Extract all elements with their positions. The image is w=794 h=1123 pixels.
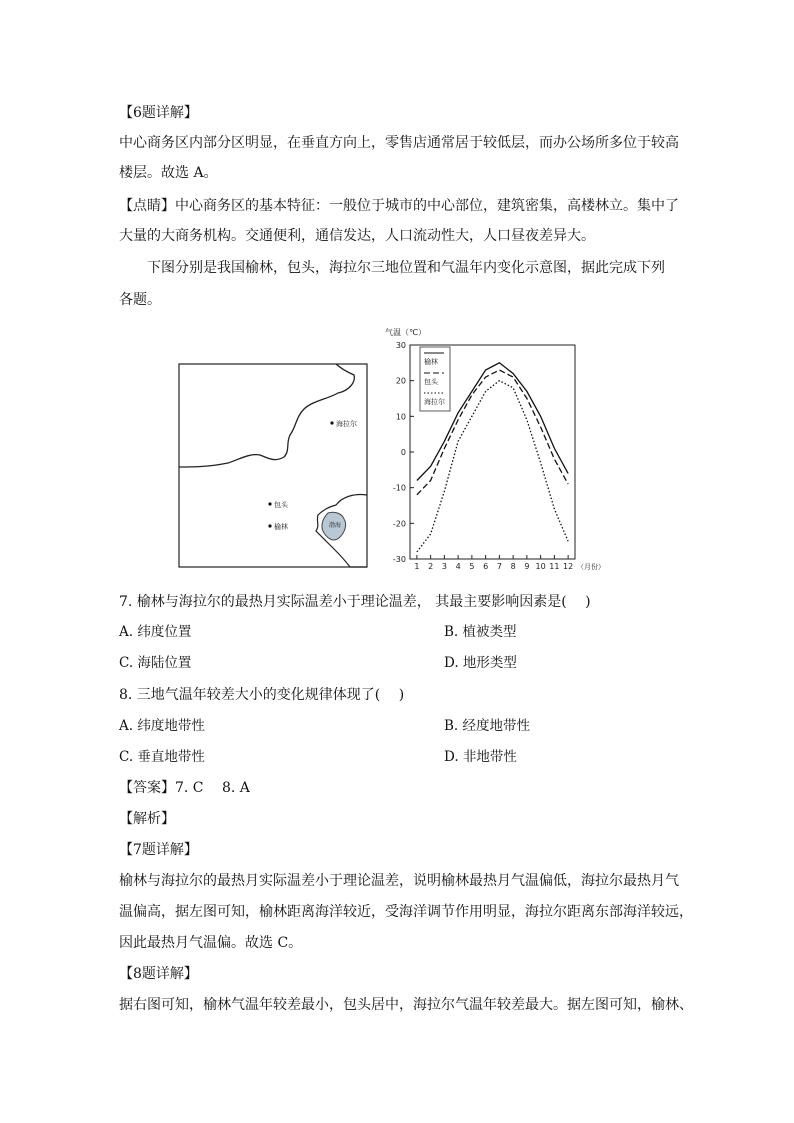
yulin-dot — [268, 524, 271, 527]
section-7-text-line: 温偏高，据左图可知，榆林距离海洋较近，受海洋调节作用明显，海拉尔距离东部海洋较远， — [119, 904, 693, 920]
y-tick-label: 30 — [395, 341, 406, 350]
section-8-text-line: 据右图可知，榆林气温年较差最小，包头居中，海拉尔气温年较差最大。据左图可知，榆林、 — [119, 997, 693, 1013]
x-tick-label: 12 — [563, 562, 574, 571]
x-tick-label: 8 — [510, 562, 516, 571]
dianjing-text-line: 【点睛】中心商务区的基本特征：一般位于城市的中心部位，建筑密集，高楼林立。集中了 — [119, 198, 679, 214]
x-tick-label: 4 — [455, 562, 461, 571]
y-axis-label: 气温（℃） — [385, 328, 426, 337]
legend-label: 榆林 — [424, 358, 438, 366]
baotou-label: 包头 — [274, 501, 288, 509]
intro-text-line: 各题。 — [119, 292, 161, 308]
x-tick-label: 2 — [428, 562, 434, 571]
y-tick-label: 20 — [395, 376, 406, 386]
temperature-chart — [380, 325, 620, 580]
section-7-text-line: 榆林与海拉尔的最热月实际温差小于理论温差，说明榆林最热月气温偏低，海拉尔最热月气 — [119, 873, 679, 889]
y-tick-label: -20 — [392, 519, 406, 529]
question-8-stem: 8. 三地气温年较差大小的变化规律体现了( ) — [119, 687, 405, 703]
q8-option-b: B. 经度地带性 — [444, 718, 531, 734]
y-tick-label: -30 — [392, 555, 406, 564]
x-tick-label: 11 — [549, 562, 560, 571]
section-6-header: 【6题详解】 — [119, 105, 198, 121]
hailaer-label: 海拉尔 — [336, 420, 357, 428]
answer-line: 【答案】7. C 8. A — [119, 780, 250, 796]
question-7-stem: 7. 榆林与海拉尔的最热月实际温差小于理论温差， 其最主要影响因素是( ) — [119, 594, 591, 610]
section-7-header: 【7题详解】 — [119, 842, 198, 858]
legend-label: 海拉尔 — [424, 398, 445, 406]
y-tick-label: -10 — [392, 483, 406, 493]
intro-text-line: 下图分别是我国榆林，包头，海拉尔三地位置和气温年内变化示意图，据此完成下列 — [147, 260, 665, 276]
x-axis-label: （月份） — [577, 563, 605, 571]
x-tick-label: 5 — [469, 562, 475, 571]
q8-option-d: D. 非地带性 — [444, 749, 517, 765]
section-7-text-line: 因此最热月气温偏。故选 C。 — [119, 935, 303, 951]
y-tick-label: 0 — [400, 448, 406, 457]
section-6-text-line: 楼层。故选 A。 — [119, 165, 218, 181]
x-tick-label: 7 — [496, 562, 502, 571]
q7-option-d: D. 地形类型 — [444, 655, 517, 671]
yulin-label: 榆林 — [274, 523, 288, 531]
x-tick-label: 9 — [524, 562, 530, 571]
y-tick-label: 10 — [395, 412, 406, 422]
x-tick-label: 3 — [441, 562, 447, 571]
x-tick-label: 1 — [414, 562, 420, 571]
bohai-label: 渤海 — [329, 522, 342, 529]
q7-option-c: C. 海陆位置 — [119, 655, 192, 671]
hailaer-dot — [330, 421, 333, 424]
section-6-text-line: 中心商务区内部分区明显，在垂直方向上，零售店通常居于较低层，而办公场所多位于较高 — [119, 135, 679, 151]
q8-option-c: C. 垂直地带性 — [119, 749, 205, 765]
dianjing-text-line: 大量的大商务机构。交通便利，通信发达，人口流动性大，人口昼夜差异大。 — [119, 228, 595, 244]
analysis-header: 【解析】 — [119, 811, 175, 827]
legend-label: 包头 — [424, 378, 438, 386]
x-tick-label: 6 — [483, 562, 489, 571]
q7-option-b: B. 植被类型 — [444, 624, 517, 640]
q8-option-a: A. 纬度地带性 — [119, 718, 205, 734]
x-tick-label: 10 — [535, 562, 546, 571]
q7-option-a: A. 纬度位置 — [119, 624, 192, 640]
section-8-header: 【8题详解】 — [119, 966, 198, 982]
location-map — [178, 363, 368, 568]
baotou-dot — [268, 502, 271, 505]
